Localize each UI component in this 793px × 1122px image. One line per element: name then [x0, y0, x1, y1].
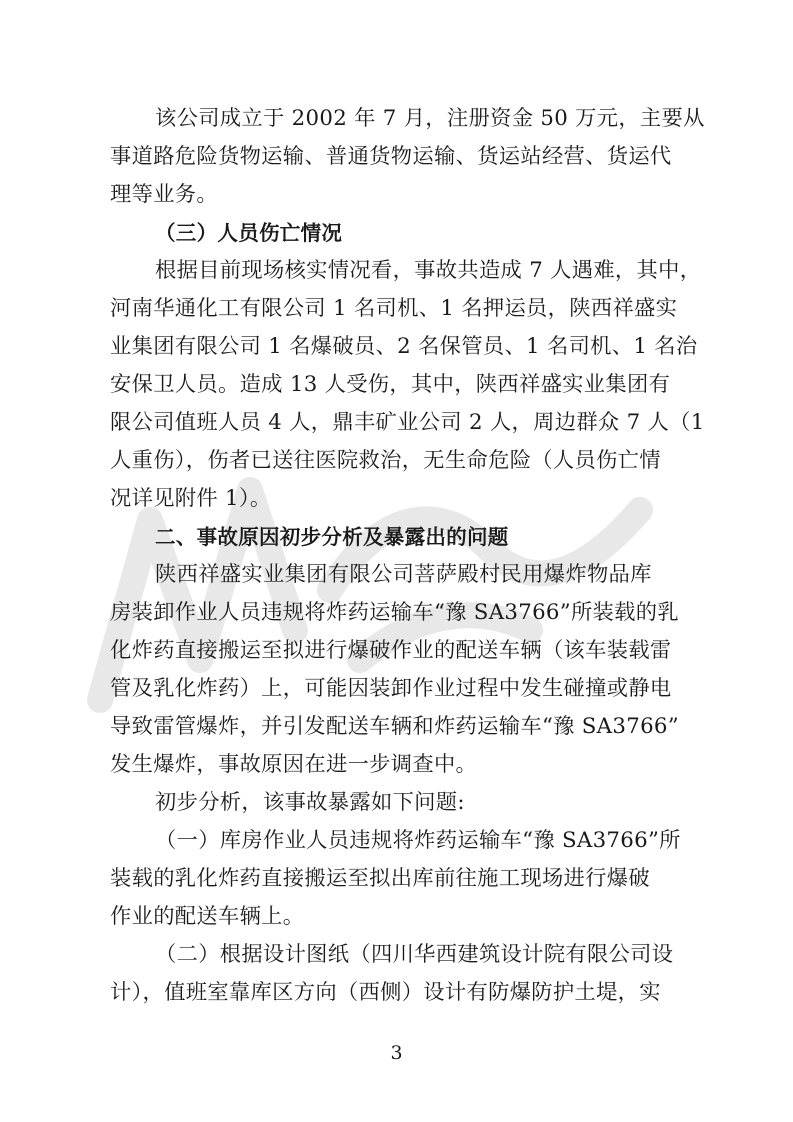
- text-line: 人重伤），伤者已送往医院救治，无生命危险（人员伤亡情: [110, 448, 661, 473]
- text-line: 计），值班室靠库区方向（西侧）设计有防爆防护土堤，实: [110, 980, 661, 1005]
- text-line: 事道路危险货物运输、普通货物运输、货运站经营、货运代: [110, 144, 672, 169]
- text-line: 发生爆炸，事故原因在进一步调查中。: [110, 752, 478, 777]
- text-line: 装载的乳化炸药直接搬运至拟出库前往施工现场进行爆破: [110, 866, 650, 891]
- text-line: 初步分析，该事故暴露如下问题:: [155, 790, 465, 815]
- text-line: 导致雷管爆炸，并引发配送车辆和炸药运输车“豫 SA3766”: [110, 714, 679, 739]
- text-line: 化炸药直接搬运至拟进行爆破作业的配送车辆（该车装载雷: [110, 638, 672, 663]
- text-line: 该公司成立于 2002 年 7 月，注册资金 50 万元，主要从: [155, 106, 705, 131]
- text-line: 业集团有限公司 1 名爆破员、2 名保管员、1 名司机、1 名治: [110, 334, 698, 359]
- text-line: 作业的配送车辆上。: [110, 904, 305, 929]
- text-line: （一）库房作业人员违规将炸药运输车“豫 SA3766”所: [155, 828, 681, 853]
- text-line: 根据目前现场核实情况看，事故共造成 7 人遇难，其中，: [155, 258, 702, 283]
- text-line: 安保卫人员。造成 13 人受伤，其中，陕西祥盛实业集团有: [110, 372, 671, 397]
- section-heading: （三）人员伤亡情况: [155, 221, 343, 245]
- text-line: 房装卸作业人员违规将炸药运输车“豫 SA3766”所装载的乳: [110, 600, 679, 625]
- page-number: 3: [390, 1042, 403, 1064]
- text-line: （二）根据设计图纸（四川华西建筑设计院有限公司设: [155, 942, 674, 967]
- text-line: 况详见附件 1）。: [110, 486, 272, 511]
- text-line: 限公司值班人员 4 人，鼎丰矿业公司 2 人，周边群众 7 人（1: [110, 410, 705, 435]
- section-heading: 二、事故原因初步分析及暴露出的问题: [155, 525, 509, 549]
- text-line: 理等业务。: [110, 182, 218, 207]
- text-line: 管及乳化炸药）上，可能因装卸作业过程中发生碰撞或静电: [110, 676, 672, 701]
- text-line: 陕西祥盛实业集团有限公司菩萨殿村民用爆炸物品库: [155, 562, 652, 587]
- document-body: [110, 100, 705, 1012]
- text-line: 河南华通化工有限公司 1 名司机、1 名押运员，陕西祥盛实: [110, 296, 678, 321]
